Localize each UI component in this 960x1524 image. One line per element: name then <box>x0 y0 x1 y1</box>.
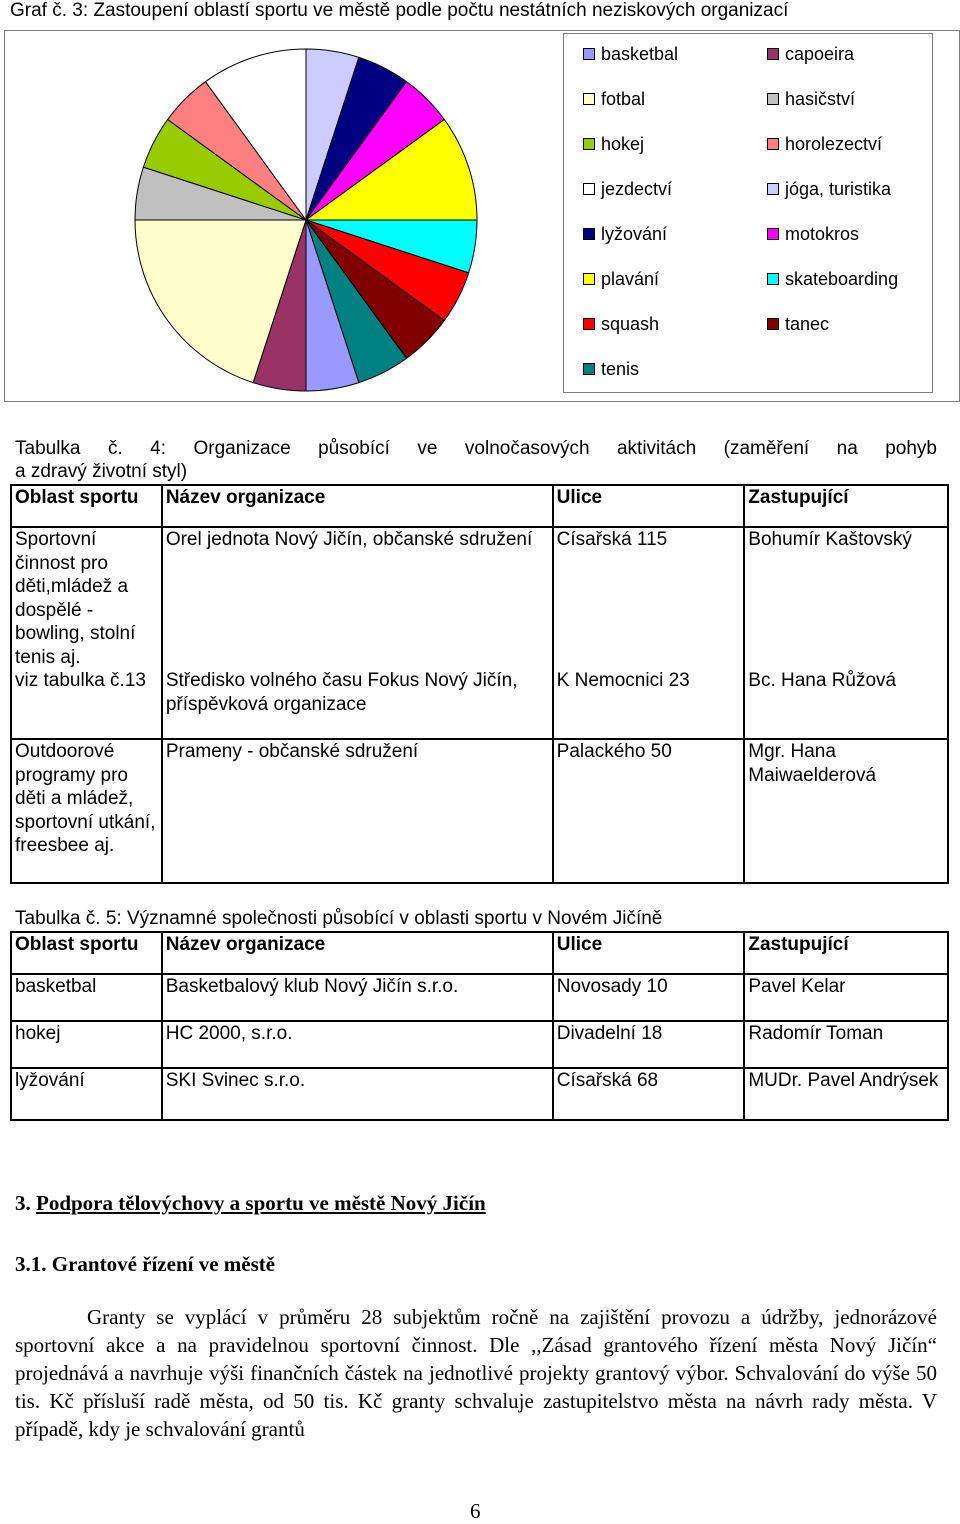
table4-caption-line1: Tabulka č. 4: Organizace působící ve volnočasových aktivitách (zaměření na pohyb <box>15 438 937 459</box>
section-3-1-heading: 3.1. Grantové řízení ve městě <box>15 1252 276 1276</box>
table5-cell-rep: MUDr. Pavel Andrýsek <box>744 1068 948 1120</box>
table4-cell-street: Palackého 50 <box>553 739 745 883</box>
table-row <box>11 739 948 883</box>
table-row <box>11 1021 948 1068</box>
table-row <box>11 1068 948 1120</box>
table4-cell-name: Středisko volného času Fokus Nový Jičín, příspěvková organizace <box>162 669 553 739</box>
table4-cell-area: viz tabulka č.13 <box>11 669 162 739</box>
legend-label: jezdectví <box>601 179 673 199</box>
table5-cell-street: Císařská 68 <box>553 1068 745 1120</box>
legend-label: fotbal <box>601 89 646 109</box>
table-row <box>11 974 948 1021</box>
legend-label: tanec <box>785 314 830 334</box>
table5-cell-name: HC 2000, s.r.o. <box>162 1021 553 1068</box>
section-3-title: Podpora tělovýchovy a sportu ve městě Nový Jičín <box>36 1191 486 1215</box>
table4-cell-rep: Mgr. Hana Maiwaelderová <box>744 739 948 883</box>
legend-swatch <box>583 48 595 60</box>
legend-swatch <box>583 273 595 285</box>
legend-label: basketbal <box>601 44 679 64</box>
legend-swatch <box>767 318 779 330</box>
pie-svg <box>20 30 580 402</box>
table5 <box>10 931 949 1121</box>
section-3-heading <box>15 1191 486 1216</box>
table4-cell-rep: Bohumír Kaštovský <box>744 527 948 669</box>
legend-swatch <box>767 93 779 105</box>
table-row <box>11 527 948 669</box>
table4-cell-street: Císařská 115 <box>553 527 745 669</box>
table5-header-row <box>11 932 948 974</box>
table4-cell-area: Outdoorové programy pro děti a mládež, sportovní utkání, freesbee aj. <box>11 739 162 883</box>
table4-cell-name: Prameny - občanské sdružení <box>162 739 553 883</box>
table4 <box>10 484 949 884</box>
table4-header-street: Ulice <box>553 485 745 527</box>
legend-swatch <box>583 228 595 240</box>
legend-label: capoeira <box>785 44 855 64</box>
table4-cell-street: K Nemocnici 23 <box>553 669 745 739</box>
legend-label: horolezectví <box>785 134 883 154</box>
table5-cell-name: Basketbalový klub Nový Jičín s.r.o. <box>162 974 553 1021</box>
legend-swatch <box>583 138 595 150</box>
legend-label: hasičství <box>785 89 856 109</box>
section-3-number: 3. <box>15 1191 31 1215</box>
table5-cell-name: SKI Svinec s.r.o. <box>162 1068 553 1120</box>
table5-cell-street: Novosady 10 <box>553 974 745 1021</box>
table4-header-name: Název organizace <box>162 485 553 527</box>
table4-cell-area: Sportovní činnost pro děti,mládež a dospělé - bowling, stolní tenis aj. <box>11 527 162 669</box>
table-row <box>11 669 948 739</box>
body-paragraph <box>15 1303 937 1443</box>
legend-swatch <box>767 138 779 150</box>
table5-header-street: Ulice <box>553 932 745 974</box>
table5-header-rep: Zastupující <box>744 932 948 974</box>
legend-swatch <box>767 228 779 240</box>
table4-cell-name: Orel jednota Nový Jičín, občanské sdružení <box>162 527 553 669</box>
legend-swatch <box>583 93 595 105</box>
table5-cell-area: lyžování <box>11 1068 162 1120</box>
legend-label: motokros <box>785 224 860 244</box>
legend-label: skateboarding <box>785 269 899 289</box>
legend-swatch <box>767 273 779 285</box>
table4-header-row <box>11 485 948 527</box>
table5-header-name: Název organizace <box>162 932 553 974</box>
chart-legend <box>563 33 933 393</box>
table4-cell-rep: Bc. Hana Růžová <box>744 669 948 739</box>
table5-header-area: Oblast sportu <box>11 932 162 974</box>
table5-cell-rep: Pavel Kelar <box>744 974 948 1021</box>
table5-caption: Tabulka č. 5: Významné společnosti působící v oblasti sportu v Novém Jičíně <box>15 908 663 929</box>
paragraph-text: Granty se vyplácí v průměru 28 subjektům ročně na zajištění provozu a údržby, jednorázové sportovní akce a na pravidelnou sportovní činnost. Dle ,,Zásad grantového řízení města Nový Jičín“ projednává a navrhuje výši finančních částek na jednotlivé projekty grantový výbor. Schvalování do výše 50 tis. Kč přísluší radě města, od 50 tis. Kč granty schvaluje zastupitelstvo města na návrh rady města. V případě, kdy je schvalování grantů <box>15 1305 937 1441</box>
table4-header-area: Oblast sportu <box>11 485 162 527</box>
table5-cell-area: hokej <box>11 1021 162 1068</box>
legend-label: hokej <box>601 134 645 154</box>
legend-label: tenis <box>601 359 640 379</box>
legend-swatch <box>583 318 595 330</box>
table4-header-rep: Zastupující <box>744 485 948 527</box>
legend-swatch <box>583 363 595 375</box>
table5-cell-rep: Radomír Toman <box>744 1021 948 1068</box>
table5-cell-street: Divadelní 18 <box>553 1021 745 1068</box>
table4-caption <box>15 437 937 483</box>
legend-label: squash <box>601 314 660 334</box>
legend-swatch <box>767 183 779 195</box>
legend-label: lyžování <box>601 224 668 244</box>
legend-swatch <box>583 183 595 195</box>
table5-cell-area: basketbal <box>11 974 162 1021</box>
page-number: 6 <box>470 1499 481 1523</box>
legend-label: jóga, turistika <box>785 179 892 199</box>
chart-title: Graf č. 3: Zastoupení oblastí sportu ve městě podle počtu nestátních neziskových organizací <box>10 0 789 21</box>
table4-caption-line2: a zdravý životní styl) <box>15 461 188 482</box>
legend-swatch <box>767 48 779 60</box>
legend-label: plavání <box>601 269 660 289</box>
